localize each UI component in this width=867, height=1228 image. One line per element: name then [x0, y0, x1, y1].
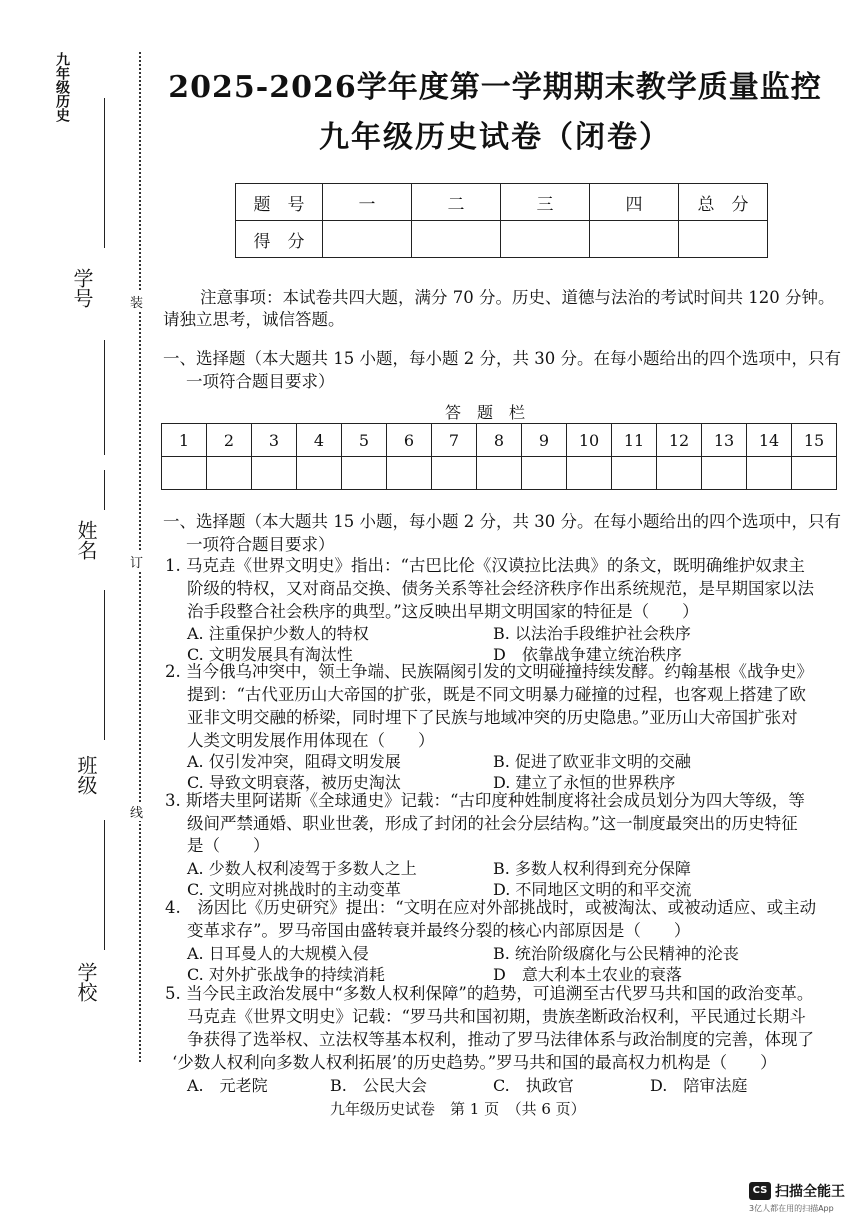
score-table-score-row — [236, 221, 768, 258]
answer-number: 8 — [477, 424, 522, 457]
question-5-line: ‘少数人权利向多数人权利拓展’的历史趋势。”罗马共和国的最高权力机构是（ ） — [172, 1053, 777, 1072]
answer-number: 2 — [207, 424, 252, 457]
score-header-cell: 一 — [323, 184, 412, 221]
answer-number: 3 — [252, 424, 297, 457]
answer-cell[interactable] — [612, 457, 657, 490]
score-cell[interactable] — [679, 221, 768, 258]
score-cell[interactable] — [412, 221, 501, 258]
answer-cell[interactable] — [432, 457, 477, 490]
answer-number: 5 — [342, 424, 387, 457]
answer-cell[interactable] — [747, 457, 792, 490]
question-5-line: 5. 当今民主政治发展中“多数人权利保障”的趋势，可追溯至古代罗马共和国的政治变革。 — [165, 984, 814, 1003]
question-3-line: 是（ ） — [187, 836, 270, 855]
question-4-option-b[interactable]: B. 统治阶级腐化与公民精神的沦丧 — [493, 944, 739, 963]
exam-subtitle: 九年级历史试卷（闭卷） — [319, 120, 671, 155]
class-label: 班级 — [74, 755, 98, 795]
question-5-option-d[interactable]: D. 陪审法庭 — [650, 1076, 748, 1095]
cut-mark-zhuang: 装 — [130, 292, 143, 311]
question-3-option-a[interactable]: A. 少数人权利凌驾于多数人之上 — [187, 859, 417, 878]
question-2-option-a[interactable]: A. 仅引发冲突，阻碍文明发展 — [187, 752, 401, 771]
question-4-option-d[interactable]: D 意大利本土农业的衰落 — [493, 965, 682, 984]
score-row-label: 得 分 — [236, 221, 323, 258]
cut-mark-xian: 线 — [130, 802, 143, 821]
question-4-line: 4. 汤因比《历史研究》提出：“文明在应对外部挑战时，或被淘汰、或被动适应、或主动 — [165, 898, 817, 917]
question-1-option-d[interactable]: D 依靠战争建立统治秩序 — [493, 645, 682, 664]
name-label: 姓名 — [74, 520, 98, 560]
answer-cell[interactable] — [342, 457, 387, 490]
section1-heading-2: 一项符合题目要求） — [186, 372, 335, 391]
student-id-label: 学号 — [70, 268, 94, 308]
answer-number: 11 — [612, 424, 657, 457]
answer-cell[interactable] — [792, 457, 837, 490]
question-4-option-c[interactable]: C. 对外扩张战争的持续消耗 — [187, 965, 385, 984]
answer-number: 10 — [567, 424, 612, 457]
school-label: 学校 — [74, 962, 98, 1002]
name-line[interactable] — [104, 590, 105, 740]
question-3-option-c[interactable]: C. 文明应对挑战时的主动变革 — [187, 880, 401, 899]
score-header-cell: 四 — [590, 184, 679, 221]
question-2-line: 2. 当今俄乌冲突中，领土争端、民族隔阂引发的文明碰撞持续发酵。约翰基根《战争史》 — [165, 662, 813, 681]
answer-number-row — [162, 424, 837, 457]
section1-heading-repeat-2: 一项符合题目要求） — [186, 535, 335, 554]
answer-cell[interactable] — [702, 457, 747, 490]
question-4-line: 变革求存”。罗马帝国由盛转衰并最终分裂的核心内部原因是（ ） — [187, 921, 691, 940]
question-4-option-a[interactable]: A. 日耳曼人的大规模入侵 — [187, 944, 369, 963]
score-table — [235, 183, 768, 258]
question-5-line: 争获得了选举权、立法权等基本权利，推动了罗马法律体系与政治制度的完善，体现了 — [187, 1030, 814, 1049]
score-header-cell: 题 号 — [236, 184, 323, 221]
question-1-line: 治手段整合社会秩序的典型。”这反映出早期文明国家的特征是（ ） — [187, 602, 699, 621]
question-1-line: 阶级的特权，又对商品交换、债务关系等社会经济秩序作出系统规范，是早期国家以法 — [187, 579, 814, 598]
answer-cell[interactable] — [522, 457, 567, 490]
scanner-name: 扫描全能王 — [775, 1183, 845, 1200]
question-1-line: 1. 马克垚《世界文明史》指出：“古巴比伦《汉谟拉比法典》的条文，既明确维护奴隶主 — [165, 556, 805, 575]
question-5-option-a[interactable]: A. 元老院 — [187, 1076, 268, 1095]
score-table-header-row — [236, 184, 768, 221]
score-header-cell: 二 — [412, 184, 501, 221]
question-1-option-b[interactable]: B. 以法治手段维护社会秩序 — [493, 624, 691, 643]
answer-number: 14 — [747, 424, 792, 457]
question-2-line: 人类文明发展作用体现在（ ） — [187, 731, 435, 750]
answer-input-row — [162, 457, 837, 490]
question-2-option-d[interactable]: D. 建立了永恒的世界秩序 — [493, 773, 676, 792]
answer-number: 13 — [702, 424, 747, 457]
answer-number: 9 — [522, 424, 567, 457]
student-id-line-2[interactable] — [104, 340, 105, 455]
answer-number: 6 — [387, 424, 432, 457]
answer-number: 1 — [162, 424, 207, 457]
question-1-option-a[interactable]: A. 注重保护少数人的特权 — [187, 624, 369, 643]
answer-cell[interactable] — [162, 457, 207, 490]
question-5-option-c[interactable]: C. 执政官 — [493, 1076, 574, 1095]
answer-cell[interactable] — [657, 457, 702, 490]
answer-cell[interactable] — [567, 457, 612, 490]
question-2-line: 亚非文明交融的桥梁，同时埋下了民族与地域冲突的历史隐患。”亚历山大帝国扩张对 — [187, 708, 798, 727]
binding-header: 九年级历史 — [54, 52, 70, 122]
answer-number: 15 — [792, 424, 837, 457]
answer-number: 7 — [432, 424, 477, 457]
answer-bar-table — [161, 423, 837, 490]
question-2-option-c[interactable]: C. 导致文明衰落，被历史淘汰 — [187, 773, 401, 792]
exam-title: 2025-2026学年度第一学期期末教学质量监控 — [168, 70, 822, 105]
question-3-line: 级间严禁通婚、职业世袭，形成了封闭的社会分层结构。”这一制度最突出的历史特征 — [187, 814, 798, 833]
question-3-option-d[interactable]: D. 不同地区文明的和平交流 — [493, 880, 692, 899]
question-5-line: 马克垚《世界文明史》记载：“罗马共和国初期，贵族垄断政治权利，平民通过长期斗 — [187, 1007, 806, 1026]
notice-line-2: 请独立思考，诚信答题。 — [163, 310, 345, 329]
answer-cell[interactable] — [207, 457, 252, 490]
section1-heading-repeat: 一、选择题（本大题共 15 小题，每小题 2 分，共 30 分。在每小题给出的四个选项中，只有 — [163, 512, 841, 531]
question-3-option-b[interactable]: B. 多数人权利得到充分保障 — [493, 859, 691, 878]
answer-number: 4 — [297, 424, 342, 457]
answer-cell[interactable] — [297, 457, 342, 490]
question-5-option-b[interactable]: B. 公民大会 — [330, 1076, 427, 1095]
answer-cell[interactable] — [252, 457, 297, 490]
section1-heading: 一、选择题（本大题共 15 小题，每小题 2 分，共 30 分。在每小题给出的四个选项中，只有 — [163, 349, 841, 368]
notice-line-1: 注意事项：本试卷共四大题，满分 70 分。历史、道德与法治的考试时间共 120 分钟。 — [200, 288, 835, 307]
answer-cell[interactable] — [477, 457, 522, 490]
name-line-top[interactable] — [104, 470, 105, 510]
scanner-watermark — [749, 1180, 845, 1214]
cut-mark-ding: 订 — [130, 552, 143, 571]
class-line[interactable] — [104, 820, 105, 950]
score-cell[interactable] — [501, 221, 590, 258]
question-1-option-c[interactable]: C. 文明发展具有淘汰性 — [187, 645, 353, 664]
scanner-logo-icon: CS — [749, 1182, 771, 1200]
question-3-line: 3. 斯塔夫里阿诺斯《全球通史》记载：“古印度种姓制度将社会成员划分为四大等级，等 — [165, 791, 805, 810]
score-cell[interactable] — [323, 221, 412, 258]
scanner-tagline: 3亿人都在用的扫描App — [749, 1203, 834, 1213]
question-2-option-b[interactable]: B. 促进了欧亚非文明的交融 — [493, 752, 691, 771]
page-footer: 九年级历史试卷 第 1 页 （共 6 页） — [330, 1100, 586, 1118]
score-cell[interactable] — [590, 221, 679, 258]
answer-cell[interactable] — [387, 457, 432, 490]
score-header-cell: 三 — [501, 184, 590, 221]
question-2-line: 提到：“古代亚历山大帝国的扩张，既是不同文明暴力碰撞的过程，也客观上搭建了欧 — [187, 685, 806, 704]
answer-number: 12 — [657, 424, 702, 457]
score-header-cell: 总 分 — [679, 184, 768, 221]
answer-bar-title: 答 题 栏 — [445, 403, 526, 422]
